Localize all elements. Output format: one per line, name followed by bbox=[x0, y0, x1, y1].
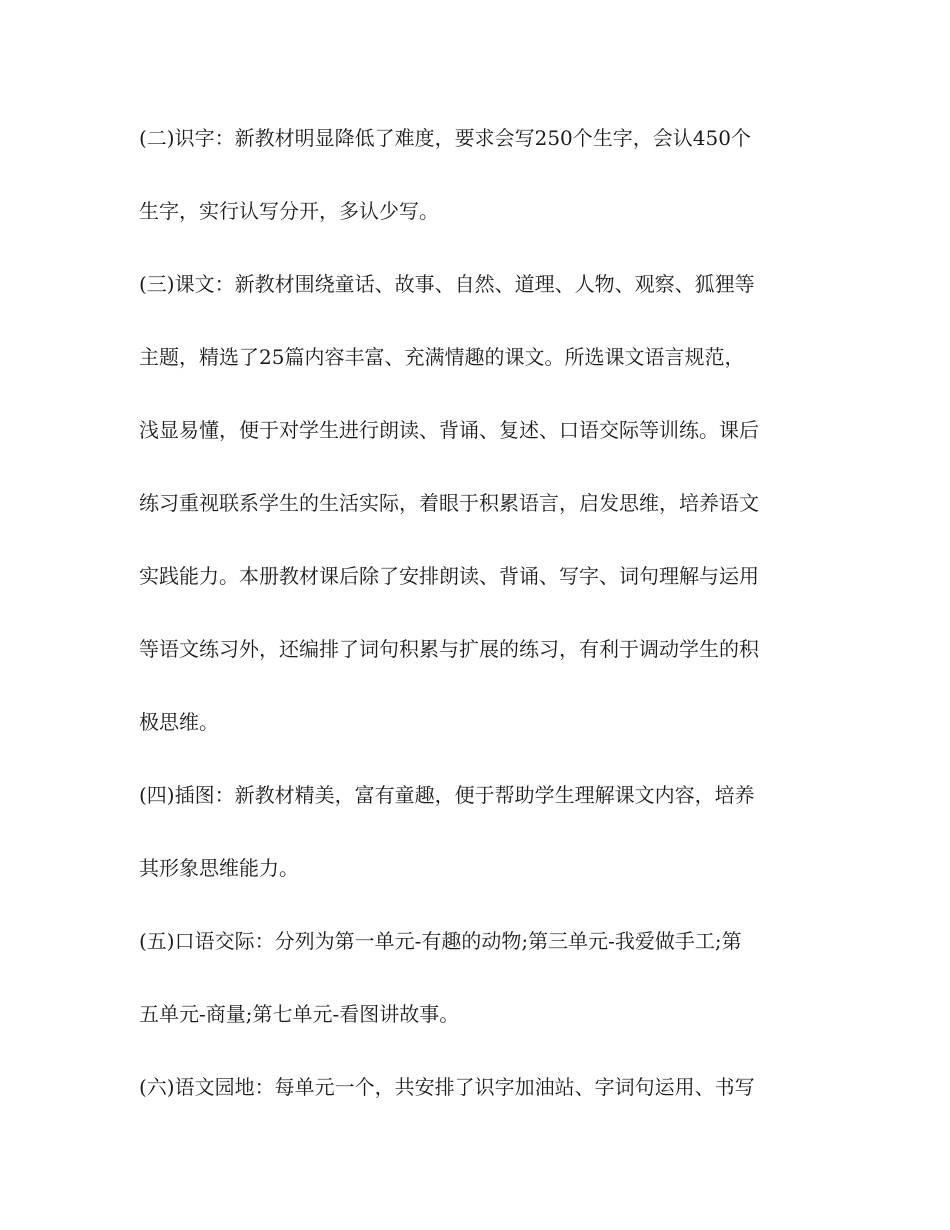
section-3-texts-line-3: 浅显易懂，便于对学生进行朗读、背诵、复述、口语交际等训练。课后 bbox=[139, 418, 759, 442]
section-4-illustrations-line-2: 其形象思维能力。 bbox=[139, 856, 299, 880]
section-3-texts-line-5: 实践能力。本册教材课后除了安排朗读、背诵、写字、词句理解与运用 bbox=[139, 564, 759, 588]
section-3-texts-line-6: 等语文练习外，还编排了词句积累与扩展的练习，有利于调动学生的积 bbox=[139, 637, 759, 661]
section-2-literacy-line-2: 生字，实行认写分开，多认少写。 bbox=[139, 199, 439, 223]
section-5-oral-line-2: 五单元-商量;第七单元-看图讲故事。 bbox=[139, 1002, 460, 1026]
section-3-texts-line-2: 主题，精选了25篇内容丰富、充满情趣的课文。所选课文语言规范， bbox=[139, 345, 745, 369]
section-3-texts-line-7: 极思维。 bbox=[139, 710, 219, 734]
section-3-texts-line-4: 练习重视联系学生的生活实际，着眼于积累语言，启发思维，培养语文 bbox=[139, 491, 759, 515]
section-2-literacy-line-1: (二)识字：新教材明显降低了难度，要求会写250个生字，会认450个 bbox=[139, 126, 751, 150]
section-3-texts-line-1: (三)课文：新教材围绕童话、故事、自然、道理、人物、观察、狐狸等 bbox=[139, 272, 755, 296]
section-4-illustrations-line-1: (四)插图：新教材精美，富有童趣，便于帮助学生理解课文内容，培养 bbox=[139, 783, 755, 807]
section-6-language-garden-line-1: (六)语文园地：每单元一个，共安排了识字加油站、字词句运用、书写 bbox=[139, 1075, 755, 1099]
section-5-oral-line-1: (五)口语交际：分列为第一单元-有趣的动物;第三单元-我爱做手工;第 bbox=[139, 929, 742, 953]
